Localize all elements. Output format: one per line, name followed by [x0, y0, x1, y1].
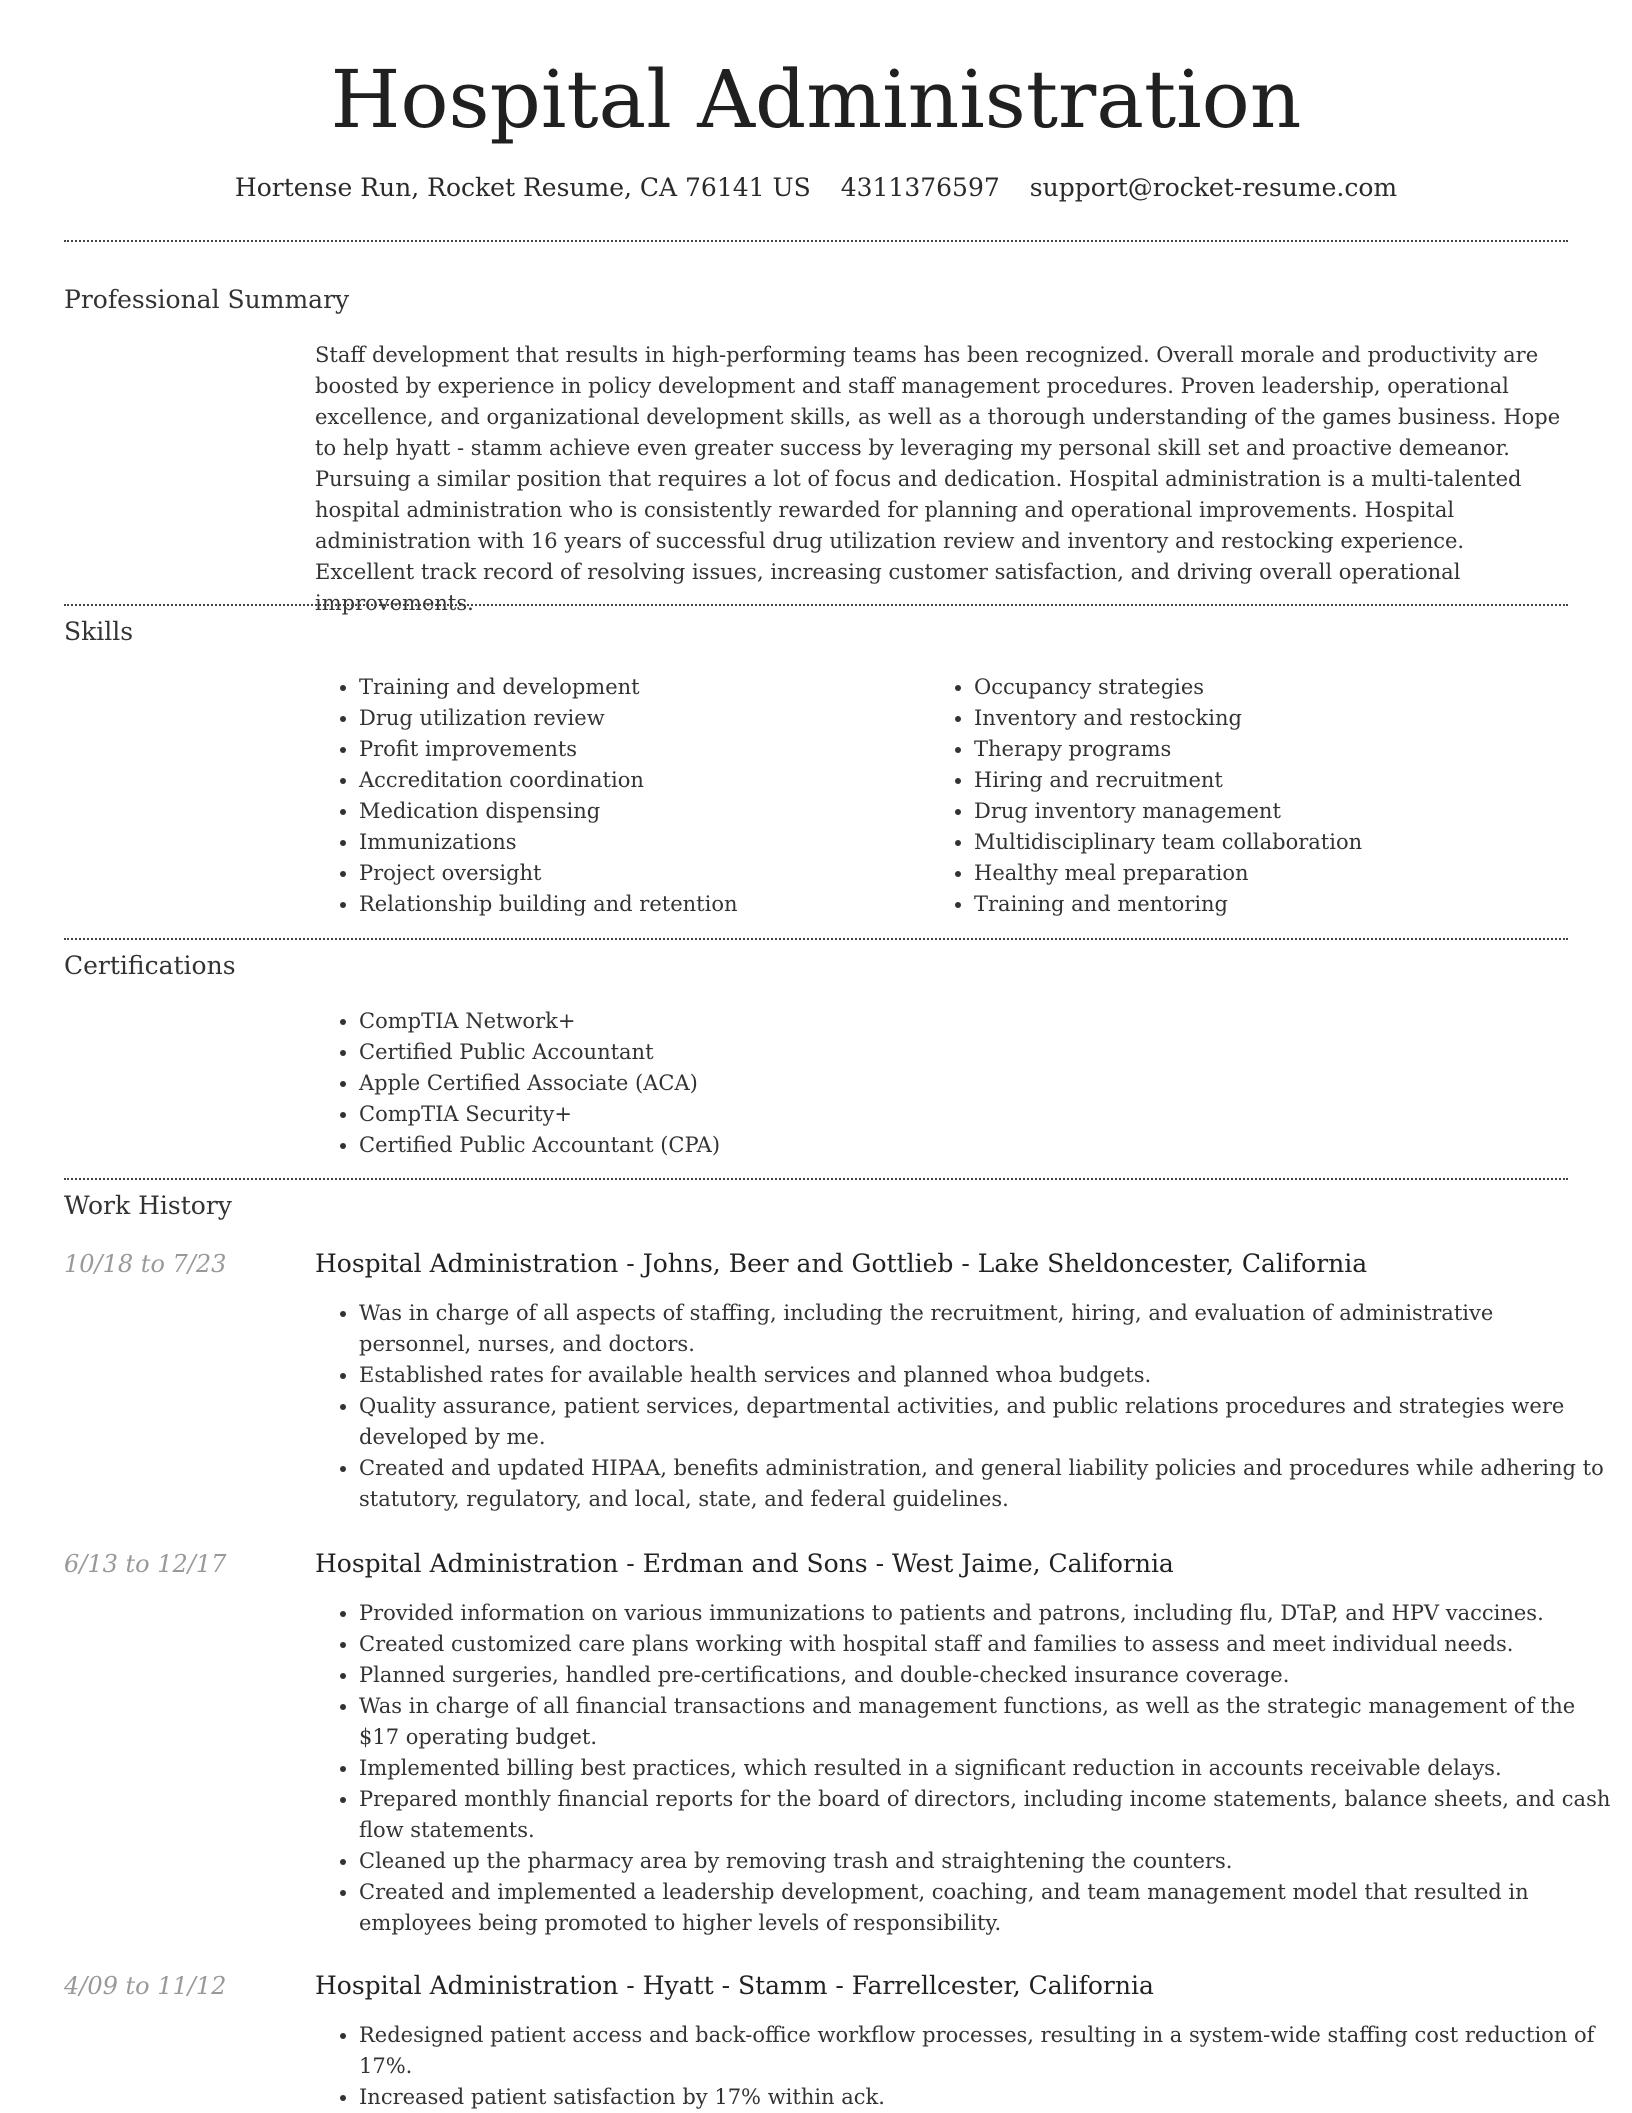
list-item: • Planned surgeries, handled pre-certifications, and double-checked insurance coverage.: [359, 1660, 1612, 1691]
job-bullets: [315, 1298, 1612, 1515]
skills-title: Skills: [64, 617, 134, 646]
certifications-title: Certifications: [64, 951, 236, 980]
list-item: • Certified Public Accountant (CPA): [359, 1130, 1559, 1161]
list-item: • Increased patient satisfaction by 17% within ack.: [359, 2082, 1612, 2113]
list-item: • Was in charge of all financial transactions and management functions, as well as the strategic management of the $17 operating budget.: [359, 1691, 1612, 1753]
job-bullets: [315, 1598, 1612, 1939]
list-item: • CompTIA Security+: [359, 1099, 1559, 1130]
skills-list-left: [315, 672, 919, 920]
list-item: • Inventory and restocking: [974, 703, 1574, 734]
list-item: • Accreditation coordination: [359, 765, 919, 796]
job-dates: 6/13 to 12/17: [64, 1550, 227, 1578]
list-item: • Multidisciplinary team collaboration: [974, 827, 1574, 858]
list-item: • Occupancy strategies: [974, 672, 1574, 703]
certifications-list: [315, 1006, 1559, 1161]
list-item: • Created customized care plans working with hospital staff and families to assess and meet individual needs.: [359, 1629, 1612, 1660]
candidate-name: Hospital Administration: [330, 53, 1302, 146]
job-title: Hospital Administration - Erdman and Sons - West Jaime, California: [315, 1549, 1174, 1578]
summary-text: Staff development that results in high-performing teams has been recognized. Overall morale and productivity are boosted by experience in policy development and staff management procedures. Proven leadership, operational excellence, and organizational development skills, as well as a thorough understanding of the games business. Hope to help hyatt - stamm achieve even greater success by leveraging my personal skill set and proactive demeanor. Pursuing a similar position that requires a lot of focus and dedication. Hospital administration is a multi-talented hospital administration who is consistently rewarded for planning and operational improvements. Hospital administration with 16 years of successful drug utilization review and inventory and restocking experience. Excellent track record of resolving issues, increasing customer satisfaction, and driving overall operational improvements.: [315, 343, 1561, 615]
work-history-title: Work History: [64, 1191, 232, 1220]
list-item: • Hiring and recruitment: [974, 765, 1574, 796]
list-item: • Healthy meal preparation: [974, 858, 1574, 889]
list-item: • Provided information on various immunizations to patients and patrons, including flu, DTaP, and HPV vaccines.: [359, 1598, 1612, 1629]
list-item: • Relationship building and retention: [359, 889, 919, 920]
list-item: • Certified Public Accountant: [359, 1037, 1559, 1068]
list-item: • Project oversight: [359, 858, 919, 889]
list-item: • CompTIA Network+: [359, 1006, 1559, 1037]
divider: [64, 604, 1568, 606]
list-item: • Profit improvements: [359, 734, 919, 765]
list-item: • Prepared monthly financial reports for the board of directors, including income statements, balance sheets, and cash flow statements.: [359, 1784, 1612, 1846]
list-item: • Drug utilization review: [359, 703, 919, 734]
list-item: • Was in charge of all aspects of staffing, including the recruitment, hiring, and evaluation of administrative personnel, nurses, and doctors.: [359, 1298, 1612, 1360]
list-item: • Training and mentoring: [974, 889, 1574, 920]
skills-list-right: [930, 672, 1574, 920]
summary-title: Professional Summary: [64, 285, 350, 314]
list-item: • Training and development: [359, 672, 919, 703]
job-dates: 10/18 to 7/23: [64, 1250, 227, 1278]
contact-line: [0, 170, 1632, 206]
job-dates: 4/09 to 11/12: [64, 1972, 227, 2000]
job-bullets: [315, 2020, 1612, 2113]
list-item: • Immunizations: [359, 827, 919, 858]
list-item: • Created and implemented a leadership development, coaching, and team management model that resulted in employees being promoted to higher levels of responsibility.: [359, 1877, 1612, 1939]
list-item: • Cleaned up the pharmacy area by removing trash and straightening the counters.: [359, 1846, 1612, 1877]
phone: 4311376597: [840, 173, 1000, 202]
list-item: • Drug inventory management: [974, 796, 1574, 827]
list-item: • Created and updated HIPAA, benefits administration, and general liability policies and procedures while adhering to statutory, regulatory, and local, state, and federal guidelines.: [359, 1453, 1612, 1515]
list-item: • Redesigned patient access and back-office workflow processes, resulting in a system-wide staffing cost reduction of 17%.: [359, 2020, 1612, 2082]
address: Hortense Run, Rocket Resume, CA 76141 US: [234, 173, 811, 202]
divider: [64, 938, 1568, 940]
divider: [64, 1178, 1568, 1180]
divider: [64, 240, 1568, 242]
job-title: Hospital Administration - Hyatt - Stamm - Farrellcester, California: [315, 1971, 1154, 2000]
list-item: • Implemented billing best practices, which resulted in a significant reduction in accounts receivable delays.: [359, 1753, 1612, 1784]
email: support@rocket-resume.com: [1029, 173, 1398, 202]
list-item: • Medication dispensing: [359, 796, 919, 827]
list-item: • Apple Certified Associate (ACA): [359, 1068, 1559, 1099]
list-item: • Quality assurance, patient services, departmental activities, and public relations procedures and strategies were developed by me.: [359, 1391, 1612, 1453]
list-item: • Therapy programs: [974, 734, 1574, 765]
list-item: • Established rates for available health services and planned whoa budgets.: [359, 1360, 1612, 1391]
job-title: Hospital Administration - Johns, Beer and Gottlieb - Lake Sheldoncester, California: [315, 1249, 1368, 1278]
